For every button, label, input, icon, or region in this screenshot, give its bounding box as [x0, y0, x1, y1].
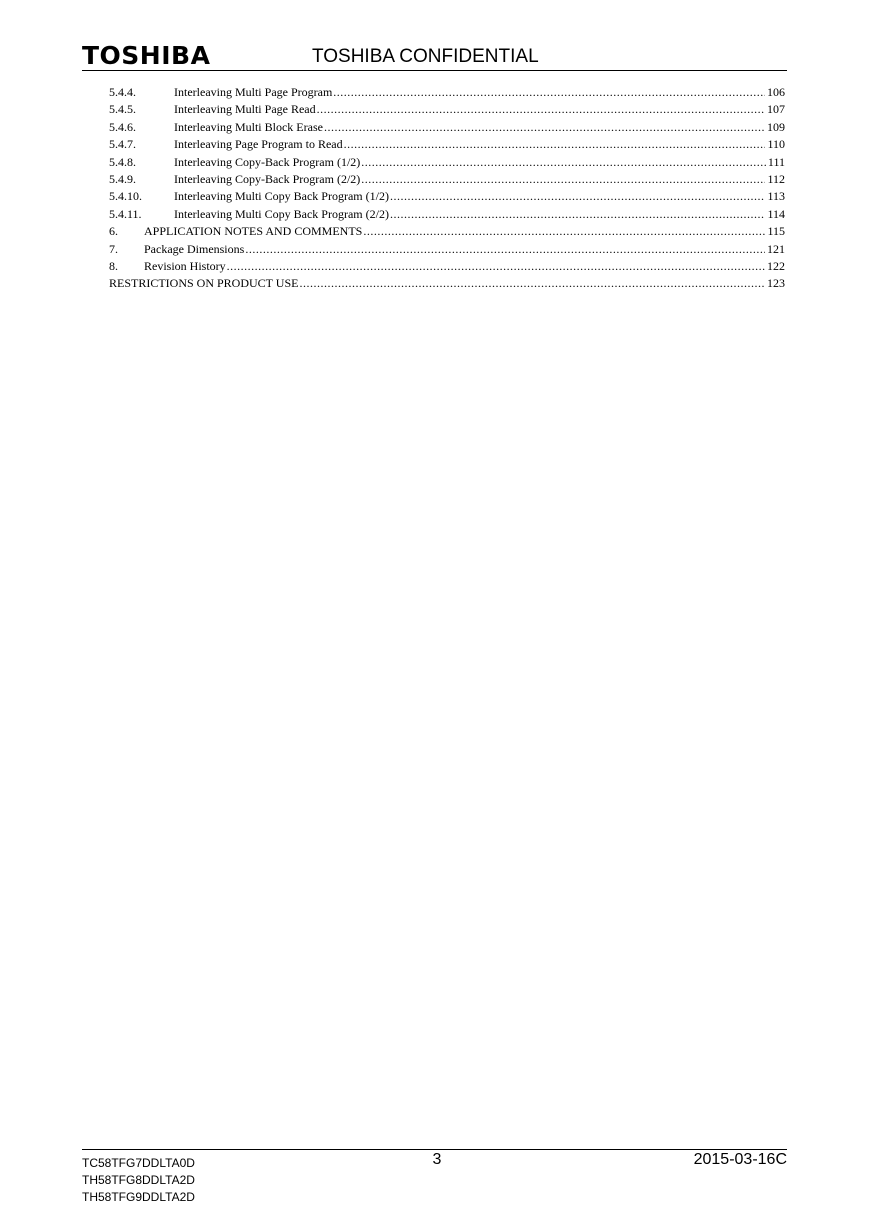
toc-entry-title: Package Dimensions — [144, 241, 245, 256]
toc-entry-number: 5.4.7. — [109, 137, 136, 152]
toc-leader-dots — [363, 223, 765, 240]
toc-entry-page: 122 — [767, 258, 785, 273]
toc-entry-number: 5.4.8. — [109, 154, 136, 169]
part-number: TH58TFG8DDLTA2D — [82, 1173, 195, 1187]
toc-leader-dots — [390, 188, 765, 205]
toc-leader-dots — [390, 206, 765, 223]
toc-entry-page: 112 — [767, 171, 785, 186]
toc-entry-number: 7. — [109, 241, 118, 256]
toc-entry-number: 8. — [109, 258, 118, 273]
toc-entry-number: 5.4.6. — [109, 119, 136, 134]
toc-entry-page: 121 — [767, 241, 785, 256]
toc-entry[interactable] — [109, 84, 785, 101]
toc-entry-title: Interleaving Multi Copy Back Program (1/2) — [174, 189, 389, 204]
toc-leader-dots — [344, 136, 766, 153]
toc-entry-page: 111 — [767, 154, 785, 169]
confidential-label: TOSHIBA CONFIDENTIAL — [312, 46, 539, 67]
toc-entry[interactable] — [109, 241, 785, 258]
toc-leader-dots — [361, 154, 766, 171]
revision-date: 2015-03-16C — [693, 1151, 787, 1168]
toc-entry[interactable] — [109, 206, 785, 223]
toshiba-logo: TOSHIBA — [82, 41, 211, 70]
toc-entry-page: 110 — [767, 137, 785, 152]
toc-entry-title: Interleaving Multi Copy Back Program (2/2) — [174, 206, 389, 221]
toc-entry-number: 5.4.5. — [109, 102, 136, 117]
toc-entry-number: 5.4.9. — [109, 171, 136, 186]
toc-entry-page: 109 — [767, 119, 785, 134]
toc-entry[interactable] — [109, 188, 785, 205]
toc-entry-title: Interleaving Multi Page Program — [174, 85, 333, 99]
table-of-contents — [109, 84, 785, 293]
toc-entry-number: 5.4.11. — [109, 206, 142, 221]
toc-entry-title: RESTRICTIONS ON PRODUCT USE — [109, 276, 299, 291]
toc-entry-number: 6. — [109, 224, 118, 239]
toc-entry[interactable] — [109, 101, 785, 118]
toc-entry[interactable] — [109, 154, 785, 171]
toc-entry-number: 5.4.4. — [109, 85, 136, 99]
toc-leader-dots — [324, 119, 765, 136]
toc-entry-title: Revision History — [144, 258, 226, 273]
toc-entry-title: Interleaving Multi Page Read — [174, 102, 316, 117]
toc-leader-dots — [245, 241, 765, 258]
toc-entry-page: 106 — [767, 85, 785, 99]
page-header — [82, 40, 787, 71]
toc-leader-dots — [317, 101, 765, 118]
toc-entry-number: 5.4.10. — [109, 189, 142, 204]
toc-leader-dots — [333, 84, 765, 101]
toc-entry-page: 107 — [767, 102, 785, 117]
toc-entry[interactable] — [109, 171, 785, 188]
toc-entry-title: Interleaving Copy-Back Program (2/2) — [174, 171, 361, 186]
toc-leader-dots — [361, 171, 765, 188]
toc-entry[interactable] — [109, 223, 785, 240]
toc-entry-page: 123 — [767, 276, 785, 291]
toc-entry-page: 114 — [767, 206, 785, 221]
part-number-list — [82, 1155, 195, 1206]
page-footer — [82, 1149, 787, 1204]
toc-leader-dots — [227, 258, 765, 275]
toc-entry-title: Interleaving Copy-Back Program (1/2) — [174, 154, 361, 169]
toc-leader-dots — [299, 275, 765, 292]
toc-entry-page: 113 — [767, 189, 785, 204]
toc-entry-title: APPLICATION NOTES AND COMMENTS — [144, 224, 363, 239]
part-number: TC58TFG7DDLTA0D — [82, 1156, 195, 1170]
toc-entry-page: 115 — [767, 224, 785, 239]
toc-entry-title: Interleaving Multi Block Erase — [174, 119, 323, 134]
page-number: 3 — [432, 1151, 442, 1168]
part-number: TH58TFG9DDLTA2D — [82, 1190, 195, 1204]
toc-entry[interactable] — [109, 258, 785, 275]
toc-entry[interactable] — [109, 119, 785, 136]
toc-entry-title: Interleaving Page Program to Read — [174, 137, 343, 152]
toc-entry[interactable] — [109, 136, 785, 153]
toc-entry[interactable] — [109, 275, 785, 292]
